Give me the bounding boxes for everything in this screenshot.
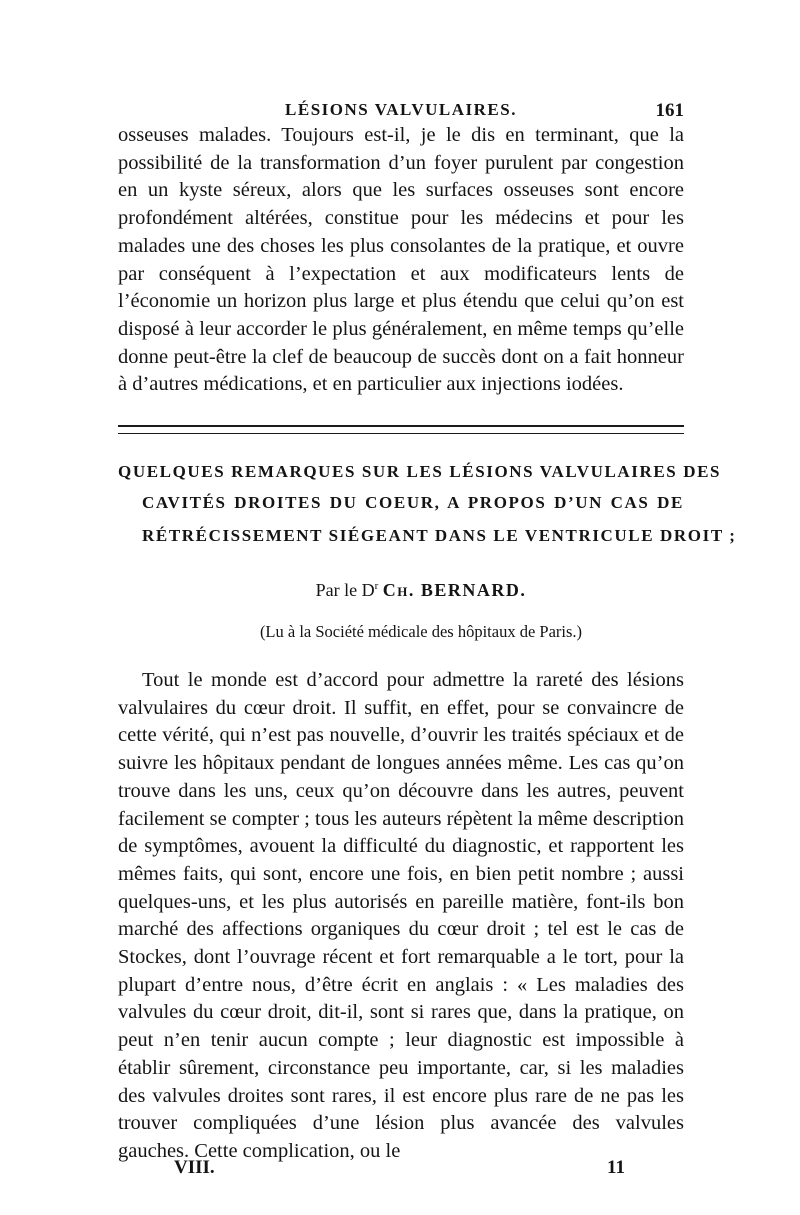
- paragraph-article-opening: Tout le monde est d’accord pour admettre la rareté des lésions valvulaires du cœur droit. Il suffit, en effet, pour se convaincre de cette vérité, qui n’est pas nouvelle, d’ouvrir les traités spéciaux et de suivre les hôpitaux pendant de longues années même. Les cas qu’on trouve dans les uns, ceux qu’on découvre dans les autres, peuvent facilement se compter ; tous les auteurs répètent la même description de symptômes, avouent la difficulté du diagnostic, et rapportent les mêmes faits, qui sont, encore une fois, en bien petit nombre ; aussi quelques-uns, et les plus autorisés en pareille matière, font-ils bon marché des affections organiques du cœur droit ; tel est le cas de Stockes, dont l’ouvrage récent et fort remarquable a le tort, pour la plupart d’entre nous, d’être écrit en anglais : « Les maladies des valvules du cœur droit, dit-il, sont si rares que, dans la pratique, on peut n’en tenir aucun compte ; leur diagnostic est impossible à établir sûrement, circonstance peu importante, car, si les maladies des valvules droites sont rares, il est encore plus rare de ne pas les trouver compliquées d’une lésion plus avancée des valvules gauches. Cette complication, ou le: [118, 669, 684, 1162]
- page-number: 161: [655, 100, 684, 121]
- paragraph-continuation: osseuses malades. Toujours est-il, je le dis en terminant, que la possibilité de la transformation d’un foyer purulent par congestion en un kyste séreux, alors que les surfaces osseuses sont encore profondément altérées, constitue pour les médecins et pour les malades une des choses les plus consolantes de la pratique, et ouvre par conséquent à l’expectation et aux modificateurs lents de l’économie un horizon plus large et plus étendu que celui qu’on est disposé à leur accorder le plus généralement, en même temps qu’elle donne peut-être la clef de beaucoup de succès dont on a fait honneur à d’autres médications, et en particulier aux injections iodées.: [118, 124, 684, 396]
- article-title-line-1: QUELQUES REMARQUES SUR LES LÉSIONS VALVULAIRES DES: [118, 462, 722, 481]
- article-title-line-3: RÉTRÉCISSEMENT SIÉGEANT DANS LE VENTRICULE DROIT ;: [142, 526, 737, 545]
- byline: [118, 580, 684, 601]
- byline-superscript: r: [374, 580, 379, 592]
- read-at-society-note: (Lu à la Société médicale des hôpitaux de Paris.): [259, 622, 583, 641]
- printer-signature-line: [118, 1157, 684, 1183]
- byline-prefix: Par le D: [315, 580, 375, 600]
- article-title-line-2: CAVITÉS DROITES DU COEUR, A PROPOS D’UN CAS DE: [142, 493, 684, 512]
- section-divider-rule: [118, 425, 684, 434]
- running-title: LÉSIONS VALVULAIRES.: [285, 100, 517, 119]
- author-name: Ch. BERNARD.: [382, 580, 527, 600]
- gathering-signature-mark: 11: [607, 1157, 625, 1178]
- running-head: [118, 100, 684, 124]
- volume-mark: VIII.: [174, 1157, 215, 1178]
